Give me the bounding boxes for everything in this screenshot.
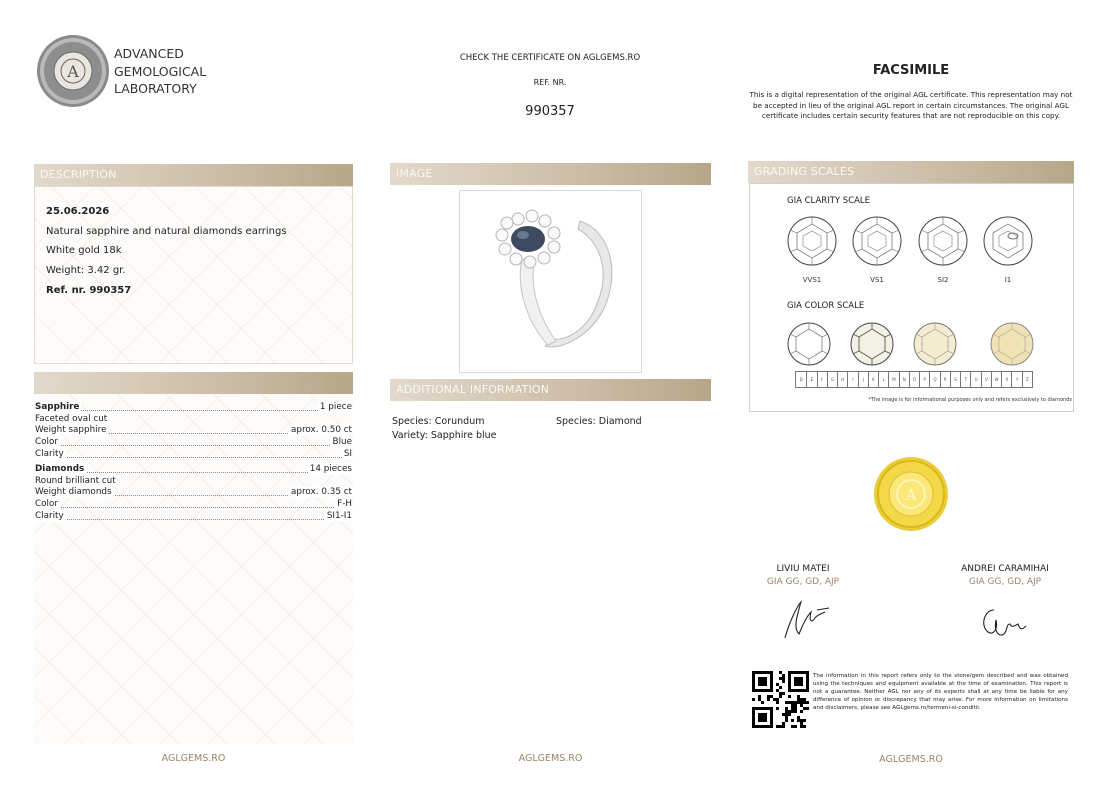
color-grade-tick: Y xyxy=(1011,372,1021,388)
ref-number: 990357 xyxy=(525,104,575,119)
diamonds-color-value: F-H xyxy=(337,499,352,509)
color-grade-tick: V xyxy=(981,372,991,388)
sapphire-weight-value: aprox. 0.50 ct xyxy=(291,425,352,435)
diamonds-count: 14 pieces xyxy=(309,464,352,474)
color-grade-tick: N xyxy=(899,372,909,388)
color-grade-tick: Z xyxy=(1022,372,1032,388)
color-diamond-icon xyxy=(990,322,1034,366)
color-grade-tick: R xyxy=(940,372,950,388)
color-grade-tick: P xyxy=(919,372,929,388)
facsimile-title: FACSIMILE xyxy=(872,63,950,78)
color-grade-tick: J xyxy=(858,372,868,388)
species-diamond: Species: Diamond xyxy=(556,416,642,427)
color-grade-tick: F xyxy=(817,372,827,388)
gold-seal-icon xyxy=(873,456,949,536)
color-grade-tick: I xyxy=(847,372,857,388)
diamonds-color-row xyxy=(35,498,352,510)
color-grade-tick: U xyxy=(970,372,980,388)
description-metal: White gold 18k xyxy=(46,245,122,256)
sapphire-clarity-row xyxy=(35,448,352,460)
qr-code[interactable] xyxy=(752,671,809,728)
lab-name xyxy=(114,45,206,98)
lab-seal xyxy=(36,34,110,108)
ring-photo xyxy=(459,190,642,373)
clarity-diamond-icon xyxy=(787,216,837,266)
color-grade-tick: X xyxy=(1001,372,1011,388)
description-ref: Ref. nr. 990357 xyxy=(46,285,132,296)
species-corundum: Species: Corundum xyxy=(392,416,485,427)
diamonds-clarity-label: Clarity xyxy=(35,511,64,521)
diamonds-weight-row xyxy=(35,486,352,498)
diamonds-row xyxy=(35,463,352,475)
stones-heading xyxy=(34,372,353,394)
ref-label: REF. NR. xyxy=(533,78,567,87)
color-grade-tick: M xyxy=(888,372,898,388)
lab-name-line: ADVANCED xyxy=(114,46,184,61)
sapphire-clarity-label: Clarity xyxy=(35,449,64,459)
signature-andrei-caramihai xyxy=(978,600,1028,648)
sapphire-clarity-value: SI xyxy=(343,449,352,459)
color-grade-tick: G xyxy=(827,372,837,388)
clarity-diamond-icon xyxy=(918,216,968,266)
color-diamond-icon xyxy=(850,322,894,366)
signature-liviu-matei xyxy=(777,598,835,648)
description-item: Natural sapphire and natural diamonds earrings xyxy=(46,226,287,237)
footer-link[interactable]: AGLGEMS.RO xyxy=(518,753,583,764)
sapphire-color-value: Blue xyxy=(332,437,352,447)
signatory-credentials: GIA GG, GD, AJP xyxy=(766,577,840,587)
color-scale-title: GIA COLOR SCALE xyxy=(787,301,865,311)
diamonds-cut-text: Round brilliant cut xyxy=(35,476,116,486)
clarity-scale-title: GIA CLARITY SCALE xyxy=(787,196,871,206)
image-heading: IMAGE xyxy=(390,163,711,185)
sapphire-title: Sapphire xyxy=(35,402,80,412)
sapphire-count: 1 piece xyxy=(319,402,352,412)
disclaimer-text: The information in this report refers only to the stone/gem described and was obtained using the techniques and equipment available at the time of examination. This report is not a guarantee. Neither AGL nor any of its experts shall at any time be liable for any difference of opinion or discrepancy that may arise. For more information on limitations and disclaimers, please see AGLgems.ro/termeni-si-conditii. xyxy=(813,673,1068,711)
diamonds-weight-value: aprox. 0.35 ct xyxy=(291,487,352,497)
clarity-diamond-icon xyxy=(983,216,1033,266)
description-panel xyxy=(34,186,353,364)
color-grade-tick: K xyxy=(868,372,878,388)
color-grade-tick: S xyxy=(950,372,960,388)
additional-info-heading: ADDITIONAL INFORMATION xyxy=(390,379,711,401)
description-weight: Weight: 3.42 gr. xyxy=(46,265,126,276)
sapphire-weight-row xyxy=(35,424,352,436)
diamonds-clarity-value: SI1-I1 xyxy=(326,511,352,521)
clarity-grade-label: I1 xyxy=(1004,276,1012,284)
diamonds-title: Diamonds xyxy=(35,464,85,474)
signatory-name: LIVIU MATEI xyxy=(776,564,830,574)
lab-name-line: GEMOLOGICAL xyxy=(114,63,207,79)
lab-name-line: LABORATORY xyxy=(114,81,197,96)
color-grade-tick: D xyxy=(799,377,803,382)
color-grade-tick: Q xyxy=(929,372,939,388)
clarity-grade-label: VVS1 xyxy=(802,276,822,284)
color-diamond-icon xyxy=(913,322,957,366)
variety-sapphire: Variety: Sapphire blue xyxy=(392,430,497,441)
color-scale-bar xyxy=(795,371,1033,388)
clarity-diamond-icon xyxy=(852,216,902,266)
facsimile-note: This is a digital representation of the original AGL certificate. This representation may not be accepted in lieu of the original AGL report in certain circumstances. The original AGL certificate includes certain security features that are not reproducible on this copy. xyxy=(749,90,1073,120)
color-grade-tick: T xyxy=(960,372,970,388)
grading-heading: GRADING SCALES xyxy=(748,161,1074,183)
color-diamond-icon xyxy=(787,322,831,366)
sapphire-color-row xyxy=(35,436,352,448)
sapphire-cut-text: Faceted oval cut xyxy=(35,414,108,424)
signatory-name: ANDREI CARAMIHAI xyxy=(961,564,1049,574)
svg-text:A: A xyxy=(67,62,79,81)
footer-link[interactable]: AGLGEMS.RO xyxy=(879,754,943,765)
description-heading: DESCRIPTION xyxy=(34,164,353,186)
diamonds-color-label: Color xyxy=(35,499,58,509)
check-certificate-text: CHECK THE CERTIFICATE ON AGLGEMS.RO xyxy=(459,53,641,63)
clarity-grade-label: SI2 xyxy=(937,276,949,284)
footer-link[interactable]: AGLGEMS.RO xyxy=(161,753,226,764)
svg-text:A: A xyxy=(905,486,917,504)
signatory-credentials: GIA GG, GD, AJP xyxy=(968,577,1042,587)
color-grade-tick: O xyxy=(909,372,919,388)
description-date: 25.06.2026 xyxy=(46,206,110,217)
color-grade-tick: E xyxy=(806,372,816,388)
sapphire-color-label: Color xyxy=(35,437,58,447)
diamonds-weight-label: Weight diamonds xyxy=(35,487,112,497)
color-grade-tick: W xyxy=(991,372,1001,388)
color-grade-tick: H xyxy=(837,372,847,388)
color-grade-tick: L xyxy=(878,372,888,388)
diamonds-clarity-row xyxy=(35,510,352,522)
sapphire-weight-label: Weight sapphire xyxy=(35,425,107,435)
sapphire-row xyxy=(35,401,352,413)
clarity-grade-label: VS1 xyxy=(870,276,884,284)
grading-note: *The image is for informational purposes only and refers exclusively to diamonds xyxy=(868,397,1072,403)
